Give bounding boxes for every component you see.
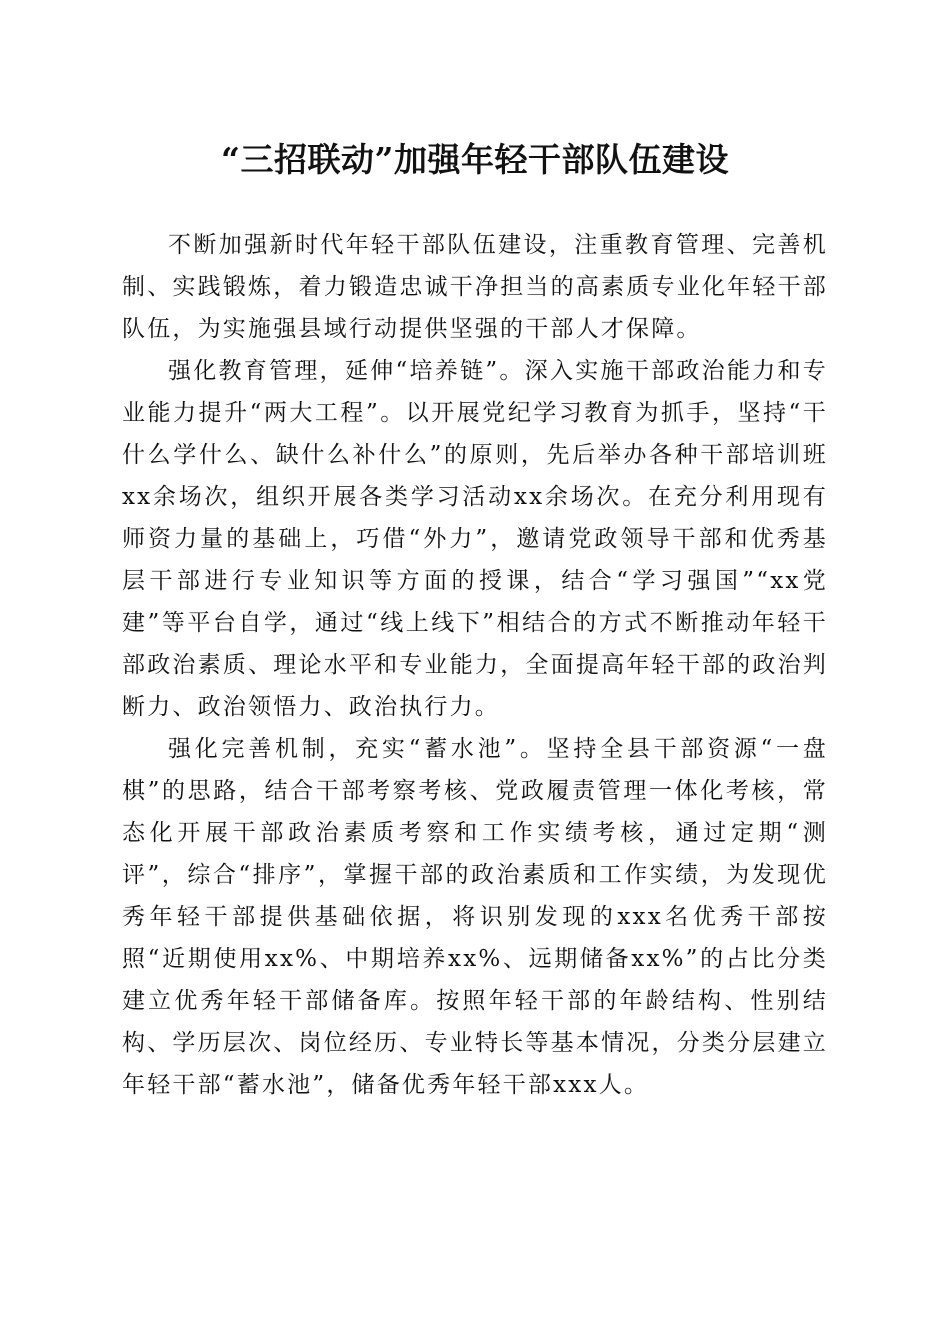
- document-body: [122, 224, 828, 1106]
- document-title: “三招联动”加强年轻干部队伍建设: [221, 140, 729, 179]
- paragraph-education-management: 强化教育管理，延伸“培养链”。深入实施干部政治能力和专业能力提升“两大工程”。以开展党纪学习教育为抓手，坚持“干什么学什么、缺什么补什么”的原则，先后举办各种干部培训班xx余场次，组织开展各类学习活动xx余场次。在充分利用现有师资力量的基础上，巧借“外力”，邀请党政领导干部和优秀基层干部进行专业知识等方面的授课，结合“学习强国”“xx党建”等平台自学，通过“线上线下”相结合的方式不断推动年轻干部政治素质、理论水平和专业能力，全面提高年轻干部的政治判断力、政治领悟力、政治执行力。: [122, 358, 828, 720]
- paragraph-intro: 不断加强新时代年轻干部队伍建设，注重教育管理、完善机制、实践锻炼，着力锻造忠诚干净担当的高素质专业化年轻干部队伍，为实施强县域行动提供坚强的干部人才保障。: [122, 232, 828, 342]
- paragraph-mechanism-improvement: 强化完善机制，充实“蓄水池”。坚持全县干部资源“一盘棋”的思路，结合干部考察考核、党政履责管理一体化考核，常态化开展干部政治素质考察和工作实绩考核，通过定期“测评”，综合“排序”，掌握干部的政治素质和工作实绩，为发现优秀年轻干部提供基础依据，将识别发现的xxx名优秀干部按照“近期使用xx%、中期培养xx%、远期储备xx%”的占比分类建立优秀年轻干部储备库。按照年轻干部的年龄结构、性别结构、学历层次、岗位经历、专业特长等基本情况，分类分层建立年轻干部“蓄水池”，储备优秀年轻干部xxx人。: [122, 736, 828, 1098]
